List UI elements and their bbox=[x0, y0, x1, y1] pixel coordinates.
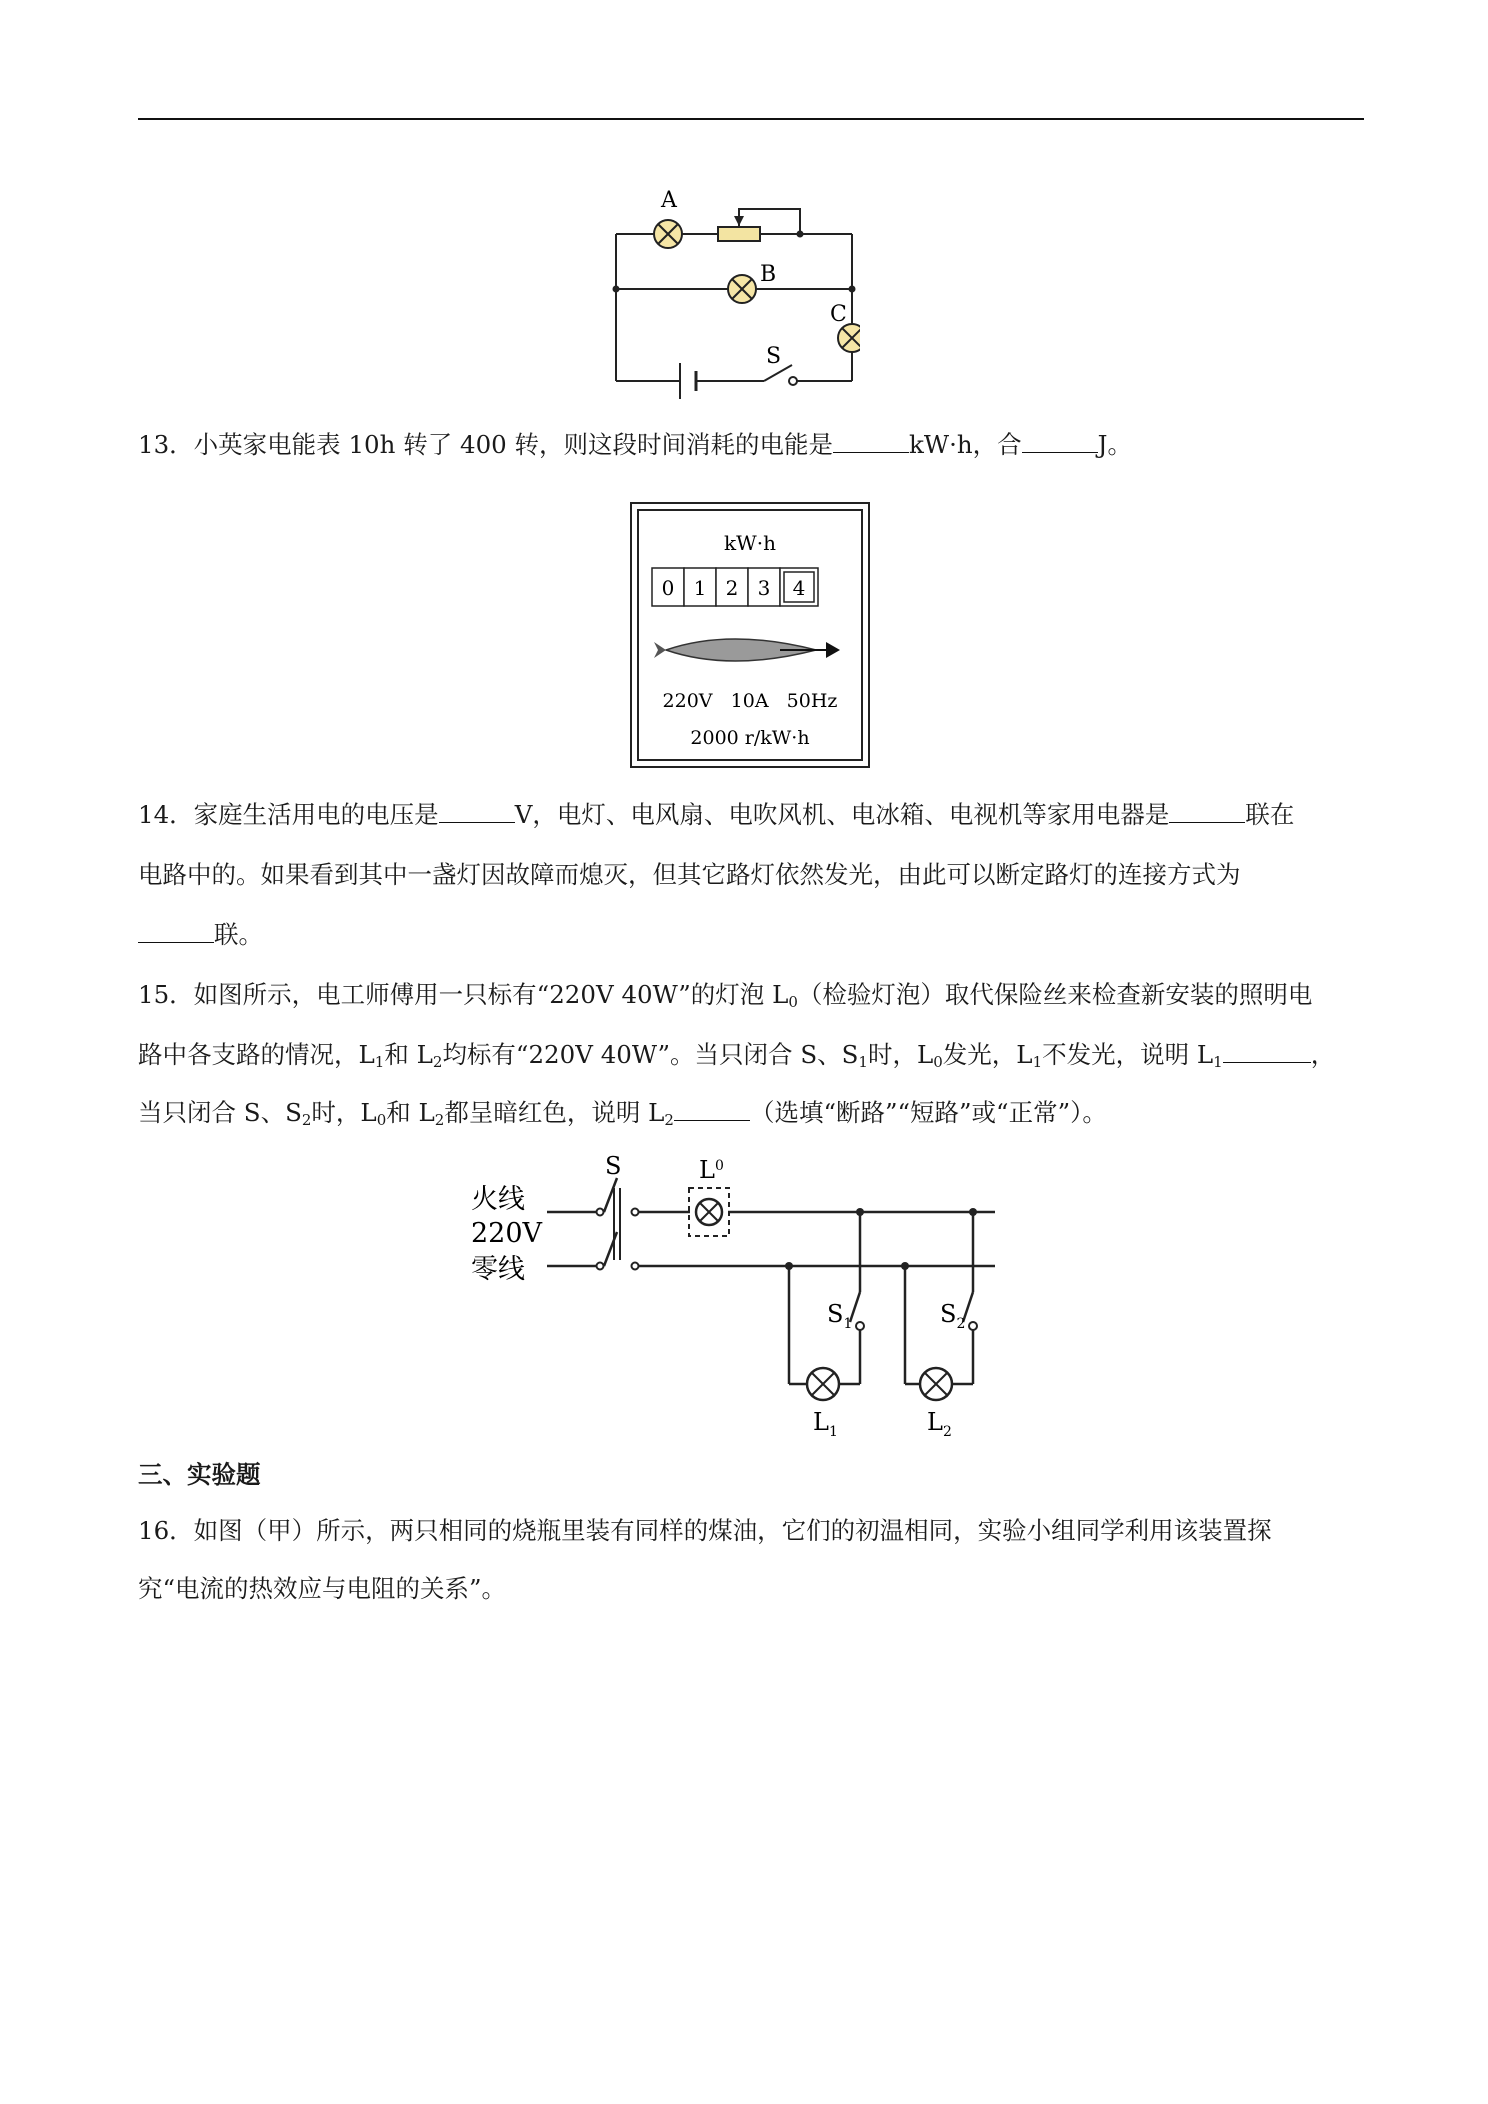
test-lamp-l0-icon bbox=[696, 1199, 722, 1225]
lamp-b-icon bbox=[728, 275, 756, 303]
wiring-diagram bbox=[465, 1150, 1010, 1440]
circuit-diagram-abc bbox=[600, 185, 860, 410]
meter-specs: 220V 10A 50Hz bbox=[662, 690, 838, 712]
main-switch-label: S bbox=[605, 1152, 622, 1180]
label-c: C bbox=[830, 302, 847, 327]
question-14-line-1: 14．家庭生活用电的电压是 V，电灯、电风扇、电吹风机、电冰箱、电视机等家用电器是 联在 bbox=[138, 800, 1295, 829]
meter-unit: kW·h bbox=[724, 531, 776, 555]
q13-blank-1[interactable] bbox=[833, 430, 909, 453]
question-13: 13．小英家电能表 10h 转了 400 转，则这段时间消耗的电能是 kW·h，合 J。 bbox=[138, 430, 1132, 459]
q14-blank-1[interactable] bbox=[439, 800, 515, 823]
meter-digit: 1 bbox=[693, 576, 707, 600]
meter-digit: 2 bbox=[725, 576, 739, 600]
s1-label: $S_1$ bbox=[827, 1300, 853, 1332]
label-a: A bbox=[661, 188, 677, 213]
l2-label: $L_2$ bbox=[927, 1408, 952, 1440]
section-heading: 三、实验题 bbox=[138, 1460, 261, 1489]
live-wire-label: 火线 bbox=[471, 1184, 525, 1215]
question-15-line-1: 15．如图所示，电工师傅用一只标有“220V 40W”的灯泡 $L_0$（检验灯泡）取代保险丝来检查新安装的照明电 bbox=[138, 980, 1313, 1011]
meter-rate: 2000 r/kW·h bbox=[690, 727, 810, 749]
label-s: S bbox=[766, 344, 782, 369]
q13-blank-2[interactable] bbox=[1022, 430, 1098, 453]
header-rule bbox=[138, 118, 1364, 120]
label-b: B bbox=[760, 262, 777, 287]
l1-label: $L_1$ bbox=[813, 1408, 838, 1440]
q15-blank-2[interactable] bbox=[674, 1098, 750, 1121]
lamp-c-icon bbox=[838, 324, 860, 352]
question-14-line-3: 联。 bbox=[138, 920, 1364, 950]
s2-label: $S_2$ bbox=[940, 1300, 966, 1332]
electricity-meter bbox=[630, 502, 870, 768]
question-16-line-1: 16．如图（甲）所示，两只相同的烧瓶里装有同样的煤油，它们的初温相同，实验小组同学利用该装置探 bbox=[138, 1516, 1272, 1545]
question-14-line-2: 电路中的。如果看到其中一盏灯因故障而熄灭，但其它路灯依然发光，由此可以断定路灯的连接方式为 bbox=[138, 860, 1241, 889]
lamp-l2-icon bbox=[920, 1368, 952, 1400]
q15-blank-1[interactable] bbox=[1223, 1040, 1311, 1063]
q14-blank-2[interactable] bbox=[1169, 800, 1245, 823]
question-15-line-3: 当只闭合 S、$S_2$时，$L_0$和 $L_2$都呈暗红色，说明 $L_2$ （选填“断路”“短路”或“正常”）。 bbox=[138, 1098, 1107, 1129]
meter-digit: 4 bbox=[792, 576, 806, 600]
lamp-a-icon bbox=[654, 220, 682, 248]
q14-blank-3[interactable] bbox=[138, 920, 214, 943]
neutral-wire-label: 零线 bbox=[471, 1254, 525, 1285]
l0-label: $L^0$ bbox=[699, 1156, 724, 1184]
meter-digit: 0 bbox=[661, 576, 675, 600]
lamp-l1-icon bbox=[807, 1368, 839, 1400]
voltage-label: 220V bbox=[471, 1218, 543, 1249]
question-15-line-2: 路中各支路的情况，$L_1$和 $L_2$均标有“220V 40W”。当只闭合 S、$S_1$时，$L_0$发光，$L_1$不发光，说明 $L_1$ ， bbox=[138, 1040, 1336, 1071]
meter-digit: 3 bbox=[757, 576, 771, 600]
question-16-line-2: 究“电流的热效应与电阻的关系”。 bbox=[138, 1574, 507, 1603]
